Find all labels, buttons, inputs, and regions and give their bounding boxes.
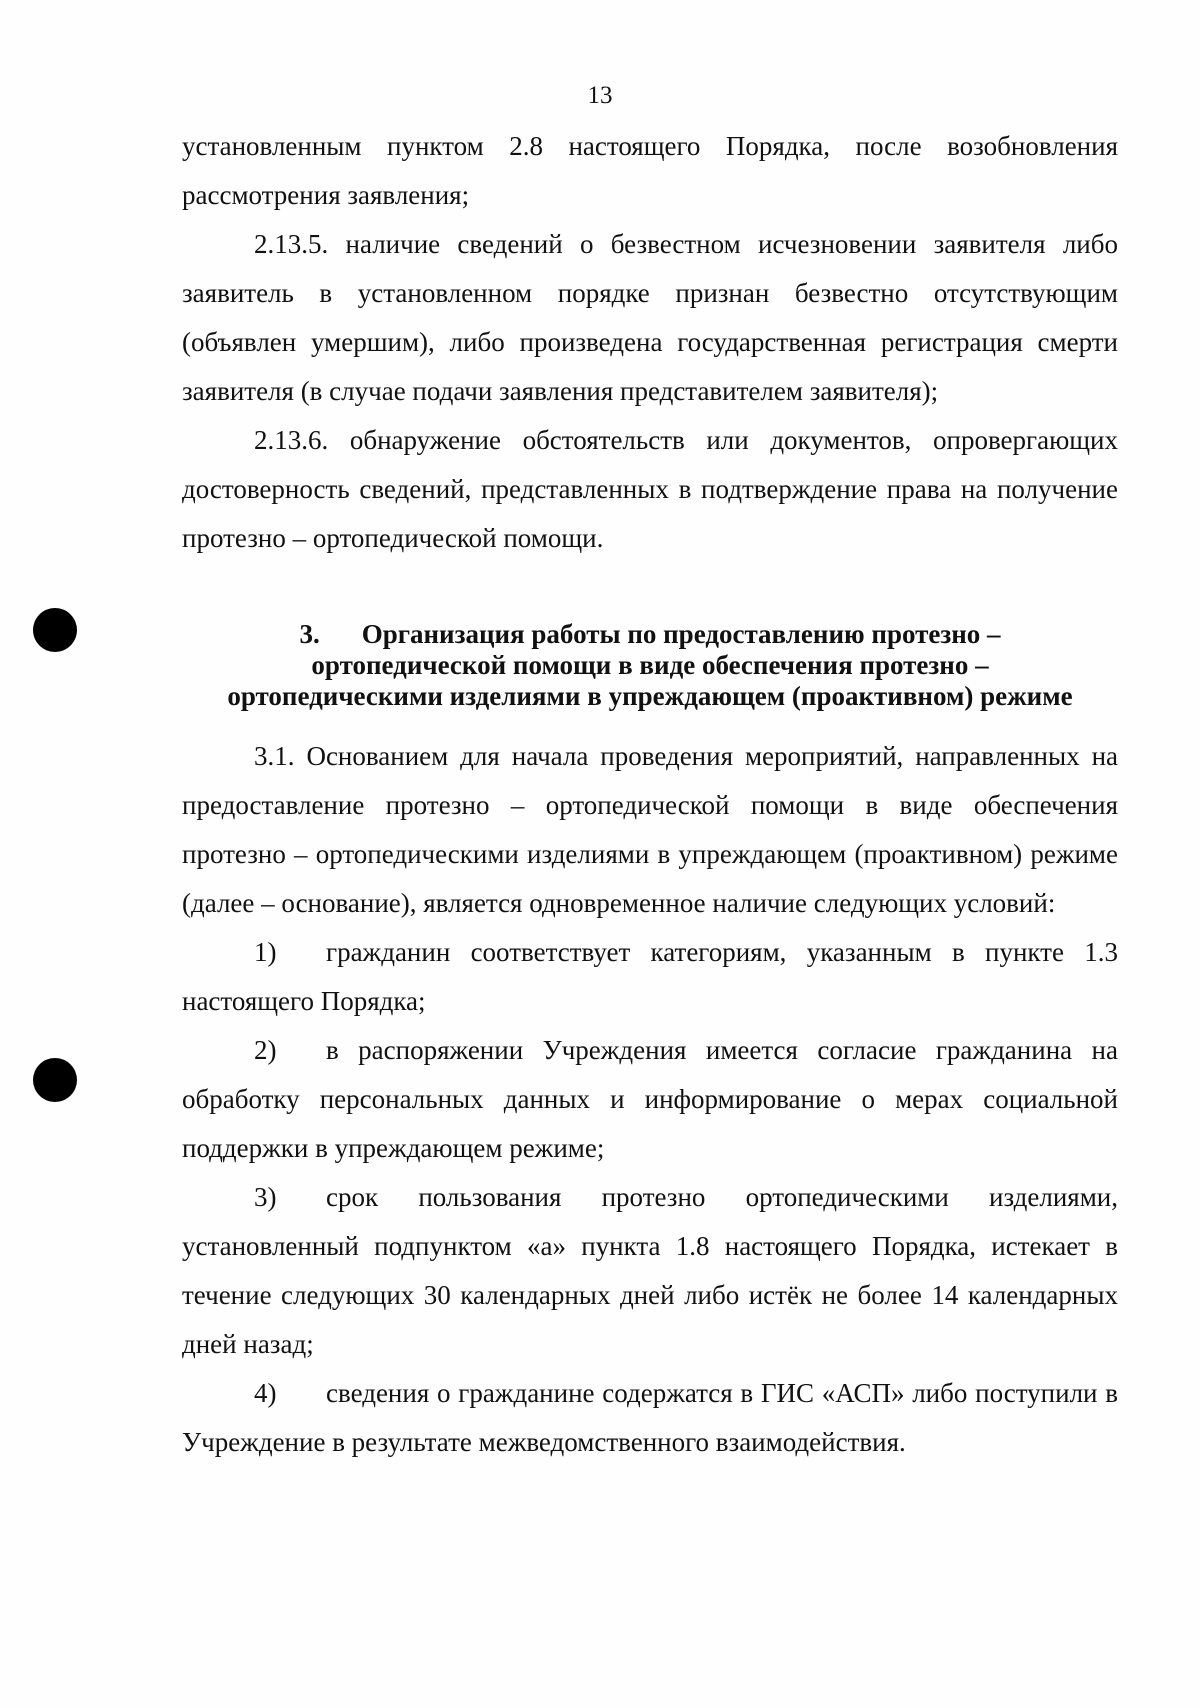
list-item-text: срок пользования протезно ортопедическими изделиями, установленный подпунктом «а» пункта 1.8 настоящего Порядка, истекает в течение следующих 30 календарных дней либо истёк не более 14 календарных дней назад; [182,1182,1118,1359]
paragraph: 2.13.6. обнаружение обстоятельств или документов, опровергающих достоверность сведений, представленных в подтверждение права на получение протезно – ортопедической помощи. [182,425,1118,553]
punch-hole-mark [33,1058,77,1102]
list-item-text: сведения о гражданине содержатся в ГИС «АСП» либо поступили в Учреждение в результате межведомственного взаимодействия. [182,1378,1118,1457]
list-item [182,1026,1118,1173]
spacer [182,563,1118,619]
list-item-number: 1) [254,937,277,967]
list-item-number: 2) [254,1035,277,1065]
list-item-text: в распоряжении Учреждения имеется согласие гражданина на обработку персональных данных и информирование о мерах социальной поддержки в упреждающем режиме; [182,1035,1118,1163]
clause-3-1: 3.1. Основанием для начала проведения мероприятий, направленных на предоставление протезно – ортопедической помощи в виде обеспечения протезно – ортопедическими изделиями в упреждающем (проактивном) режиме (далее – основание), является одновременное наличие следующих условий: [182,741,1118,918]
list-item-number: 3) [254,1182,277,1212]
paragraph: 2.13.5. наличие сведений о безвестном исчезновении заявителя либо заявитель в установленном порядке признан безвестно отсутствующим (объявлен умершим), либо произведена государственная регистрация смерти заявителя (в случае подачи заявления представителем заявителя); [182,229,1118,406]
list-item [182,1173,1118,1369]
section-number: 3. [299,619,320,649]
paragraph: установленным пунктом 2.8 настоящего Порядка, после возобновления рассмотрения заявления; [182,131,1118,210]
punch-hole-mark [33,608,77,652]
list-item [182,1369,1118,1467]
page-number: 13 [587,82,613,109]
list-item-number: 4) [254,1378,277,1408]
list-item-text: гражданин соответствует категориям, указанным в пункте 1.3 настоящего Порядка; [182,937,1118,1016]
section-title: Организация работы по предоставлению протезно – ортопедической помощи в виде обеспечения протезно – ортопедическими изделиями в упреждающем (проактивном) режиме [227,619,1073,711]
section-heading [182,619,1118,712]
document-body [182,122,1118,1467]
list-item [182,928,1118,1026]
